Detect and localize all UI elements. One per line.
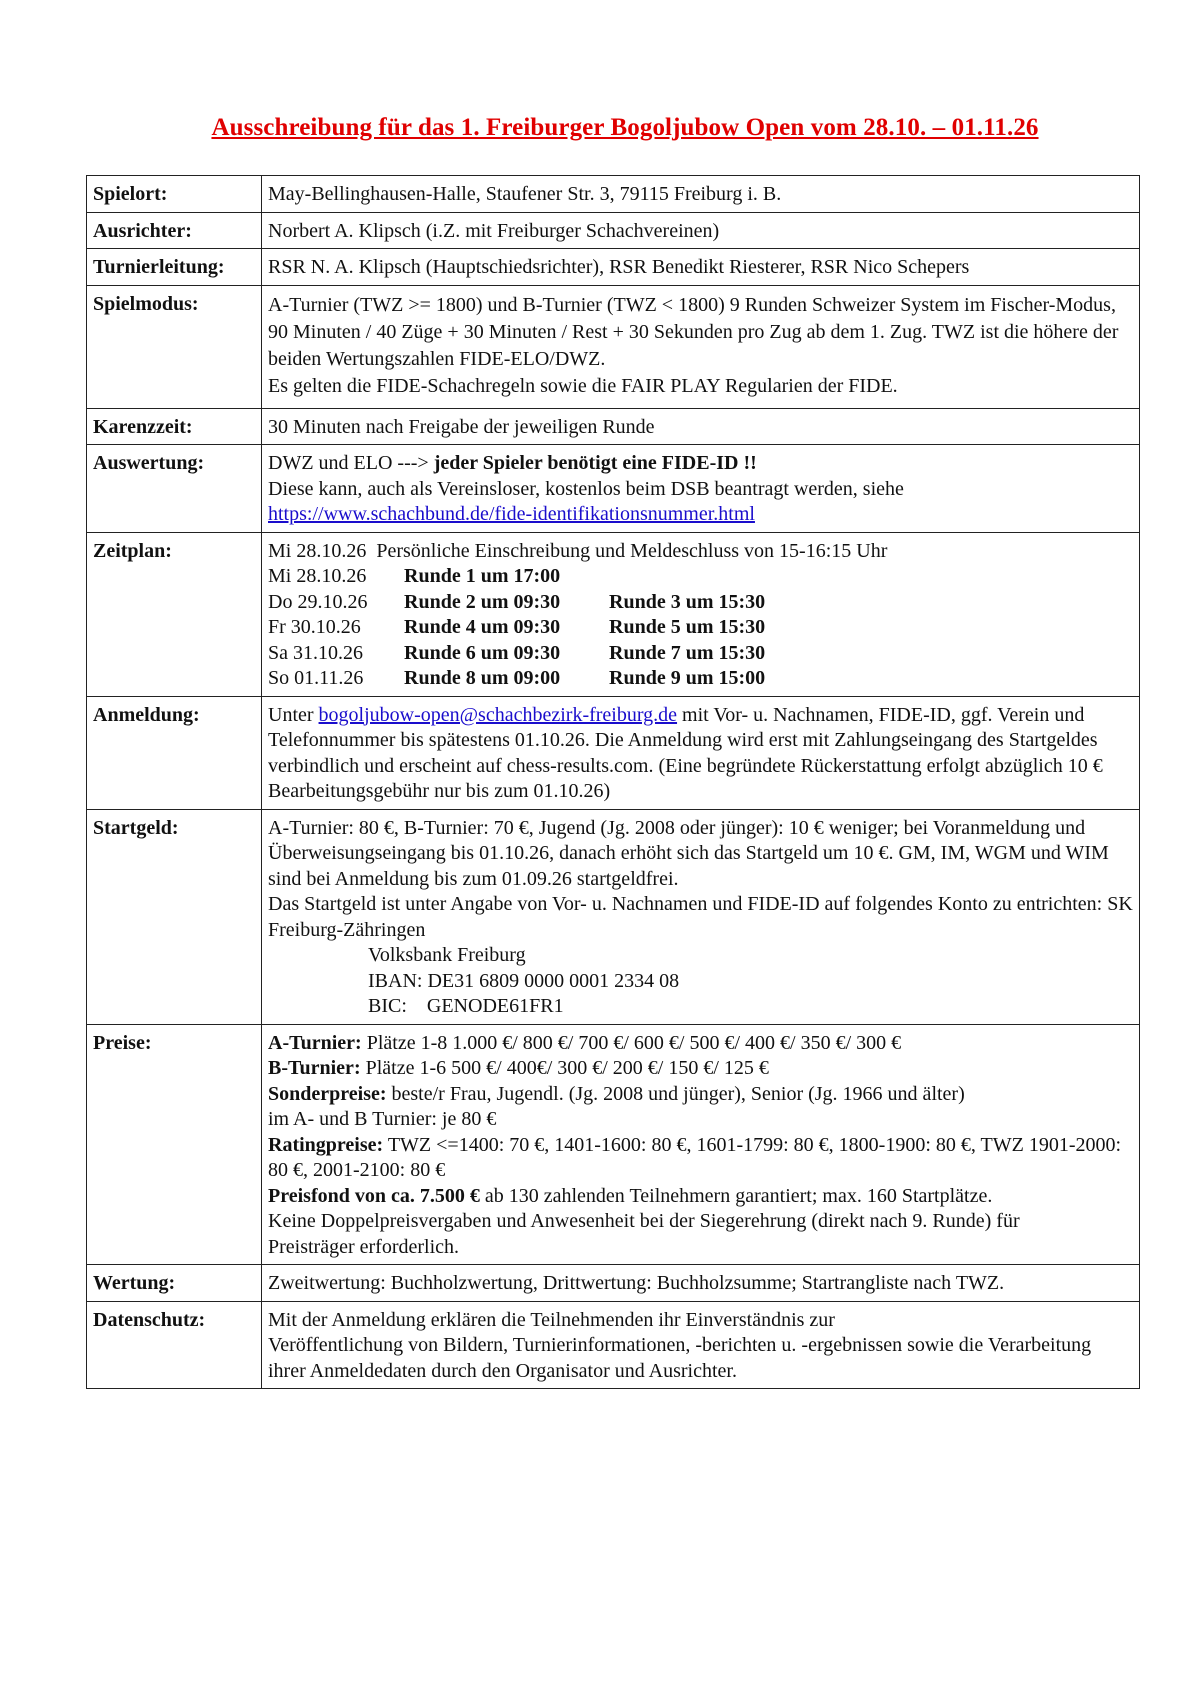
row-karenzzeit bbox=[87, 408, 1140, 445]
value-karenzzeit: 30 Minuten nach Freigabe der jeweiligen Runde bbox=[262, 408, 1140, 445]
value-zeitplan bbox=[262, 532, 1140, 696]
prizes-rating bbox=[268, 1133, 1133, 1184]
schedule-round: Runde 2 um 09:30 bbox=[404, 590, 561, 613]
prizes-a-label: A-Turnier: bbox=[268, 1031, 362, 1054]
prizes-b-text: Plätze 1-6 500 €/ 400€/ 300 €/ 200 €/ 150 €/ 125 € bbox=[360, 1057, 769, 1079]
document-title: Ausschreibung für das 1. Freiburger Bogoljubow Open vom 28.10. – 01.11.26 bbox=[211, 114, 1039, 141]
schedule-date: So 01.11.26 bbox=[268, 667, 364, 689]
bank-name: Volksbank Freiburg bbox=[368, 944, 526, 966]
value-spielmodus bbox=[262, 285, 1140, 408]
schedule-round: Runde 5 um 15:30 bbox=[609, 616, 766, 638]
prizes-special-label: Sonderpreise: bbox=[268, 1082, 387, 1105]
value-auswertung bbox=[262, 445, 1140, 533]
tournament-info-table bbox=[86, 175, 1140, 1389]
label-startgeld: Startgeld: bbox=[87, 809, 262, 1024]
value-startgeld bbox=[262, 809, 1140, 1024]
label-auswertung: Auswertung: bbox=[87, 445, 262, 533]
row-startgeld bbox=[87, 809, 1140, 1024]
spielmodus-paragraph-1: A-Turnier (TWZ >= 1800) und B-Turnier (TWZ < 1800) 9 Runden Schweizer System im Fischer-Modus, 90 Minuten / 40 Züge + 30 Minuten / Rest + 30 Sekunden pro Zug ab dem 1. Zug. TWZ ist die höhere der beiden Wertungszahlen FIDE-ELO/DWZ. bbox=[268, 293, 1119, 370]
row-zeitplan bbox=[87, 532, 1140, 696]
bank-iban: IBAN: DE31 6809 0000 0001 2334 08 bbox=[368, 969, 680, 992]
prizes-a-text: Plätze 1-8 1.000 €/ 800 €/ 700 €/ 600 €/ 500 €/ 400 €/ 350 €/ 300 € bbox=[361, 1031, 902, 1054]
schedule-registration-line: Mi 28.10.26 Persönliche Einschreibung und Meldeschluss von 15-16:15 Uhr bbox=[268, 539, 888, 562]
row-wertung bbox=[87, 1265, 1140, 1302]
startgeld-paragraph-2: Das Startgeld ist unter Angabe von Vor- u. Nachnamen und FIDE-ID auf folgendes Konto zu entrichten: SK Freiburg-Zähringen bbox=[268, 893, 1133, 941]
schedule-date: Sa 31.10.26 bbox=[268, 641, 363, 664]
label-karenzzeit: Karenzzeit: bbox=[87, 408, 262, 445]
prizes-b-tournament bbox=[268, 1056, 1133, 1082]
schedule-round: Runde 9 um 15:00 bbox=[609, 667, 766, 689]
schedule-round: Runde 8 um 09:00 bbox=[404, 667, 561, 689]
value-ausrichter: Norbert A. Klipsch (i.Z. mit Freiburger Schachvereinen) bbox=[262, 212, 1140, 249]
schedule-round: Runde 4 um 09:30 bbox=[404, 616, 561, 638]
row-ausrichter bbox=[87, 212, 1140, 249]
value-spielort: May-Bellinghausen-Halle, Staufener Str. 3, 79115 Freiburg i. B. bbox=[262, 176, 1140, 213]
value-datenschutz bbox=[262, 1301, 1140, 1389]
prizes-fund-label: Preisfond von ca. 7.500 € bbox=[268, 1184, 480, 1207]
bank-bic: BIC: GENODE61FR1 bbox=[368, 995, 564, 1017]
auswertung-line-2: Diese kann, auch als Vereinsloser, kostenlos beim DSB beantragt werden, siehe bbox=[268, 477, 904, 500]
datenschutz-line-2: Veröffentlichung von Bildern, Turnierinformationen, -berichten u. -ergebnissen sowie die Verarbeitung ihrer Anmeldedaten durch den Organisator und Ausrichter. bbox=[268, 1334, 1092, 1382]
prizes-rating-text: TWZ <=1400: 70 €, 1401-1600: 80 €, 1601-1799: 80 €, 1800-1900: 80 €, TWZ 1901-2000: 80 €, 2001-2100: 80 € bbox=[268, 1133, 1122, 1181]
prizes-note: Keine Doppelpreisvergaben und Anwesenheit bei der Siegerehrung (direkt nach 9. Runde) für Preisträger erforderlich. bbox=[268, 1210, 1020, 1258]
schedule-date: Do 29.10.26 bbox=[268, 590, 368, 613]
schedule-round: Runde 6 um 09:30 bbox=[404, 641, 561, 664]
schedule-round: Runde 1 um 17:00 bbox=[404, 565, 561, 587]
label-wertung: Wertung: bbox=[87, 1265, 262, 1302]
label-spielort: Spielort: bbox=[87, 176, 262, 213]
prizes-special-amount: im A- und B Turnier: je 80 € bbox=[268, 1108, 497, 1130]
registration-email-link[interactable]: bogoljubow-open@schachbezirk-freiburg.de bbox=[318, 703, 678, 726]
prizes-fund bbox=[268, 1184, 1133, 1210]
row-turnierleitung bbox=[87, 249, 1140, 286]
label-ausrichter: Ausrichter: bbox=[87, 212, 262, 249]
auswertung-line-1-prefix: DWZ und ELO ---> bbox=[268, 452, 434, 474]
value-wertung: Zweitwertung: Buchholzwertung, Drittwertung: Buchholzsumme; Startrangliste nach TWZ. bbox=[262, 1265, 1140, 1302]
anmeldung-text: mit Vor- u. Nachnamen, FIDE-ID, ggf. Verein und Telefonnummer bis spätestens 01.10.26. Die Anmeldung wird erst mit Zahlungseingang des Startgeldes verbindlich und erscheint auf chess-results.com. (Eine begründete Rückerstattung erfolgt abzüglich 10 € Bearbeitungsgebühr nur bis zum 01.10.26) bbox=[268, 703, 1103, 802]
value-turnierleitung: RSR N. A. Klipsch (Hauptschiedsrichter), RSR Benedikt Riesterer, RSR Nico Schepers bbox=[262, 249, 1140, 286]
prizes-b-label: B-Turnier: bbox=[268, 1057, 361, 1079]
schedule-date: Mi 28.10.26 bbox=[268, 565, 367, 587]
spielmodus-paragraph-2: Es gelten die FIDE-Schachregeln sowie die FAIR PLAY Regularien der FIDE. bbox=[268, 374, 898, 397]
schedule-round: Runde 7 um 15:30 bbox=[609, 641, 766, 664]
startgeld-paragraph-1: A-Turnier: 80 €, B-Turnier: 70 €, Jugend (Jg. 2008 oder jünger): 10 € weniger; bei Voranmeldung und Überweisungseingang bis 01.10.26, danach erhöht sich das Startgeld um 10 €. GM, IM, WGM und WIM sind bei Anmeldung bis zum 01.09.26 startgeldfrei. bbox=[268, 816, 1109, 890]
prizes-rating-label: Ratingpreise: bbox=[268, 1133, 384, 1156]
anmeldung-prefix: Unter bbox=[268, 703, 319, 726]
prizes-special bbox=[268, 1082, 1133, 1108]
schedule-grid bbox=[268, 539, 1133, 692]
row-datenschutz bbox=[87, 1301, 1140, 1389]
auswertung-line-1-emphasis: jeder Spieler benötigt eine FIDE-ID !! bbox=[433, 452, 757, 474]
prizes-special-text: beste/r Frau, Jugendl. (Jg. 2008 und jünger), Senior (Jg. 1966 und älter) bbox=[386, 1082, 965, 1105]
row-preise bbox=[87, 1024, 1140, 1265]
label-datenschutz: Datenschutz: bbox=[87, 1301, 262, 1389]
label-zeitplan: Zeitplan: bbox=[87, 532, 262, 696]
row-spielmodus bbox=[87, 285, 1140, 408]
auswertung-line-1 bbox=[268, 451, 1133, 477]
label-anmeldung: Anmeldung: bbox=[87, 696, 262, 809]
datenschutz-line-1: Mit der Anmeldung erklären die Teilnehmenden ihr Einverständnis zur bbox=[268, 1308, 835, 1331]
schedule-date: Fr 30.10.26 bbox=[268, 616, 361, 638]
row-spielort bbox=[87, 176, 1140, 213]
label-turnierleitung: Turnierleitung: bbox=[87, 249, 262, 286]
label-preise: Preise: bbox=[87, 1024, 262, 1265]
label-spielmodus: Spielmodus: bbox=[87, 285, 262, 408]
fide-id-link[interactable]: https://www.schachbund.de/fide-identifikationsnummer.html bbox=[268, 503, 755, 525]
prizes-a-tournament bbox=[268, 1031, 1133, 1057]
prizes-fund-text: ab 130 zahlenden Teilnehmern garantiert; max. 160 Startplätze. bbox=[479, 1184, 993, 1207]
schedule-round bbox=[609, 564, 809, 590]
row-auswertung bbox=[87, 445, 1140, 533]
value-preise bbox=[262, 1024, 1140, 1265]
schedule-round: Runde 3 um 15:30 bbox=[609, 590, 766, 613]
row-anmeldung bbox=[87, 696, 1140, 809]
value-anmeldung bbox=[262, 696, 1140, 809]
